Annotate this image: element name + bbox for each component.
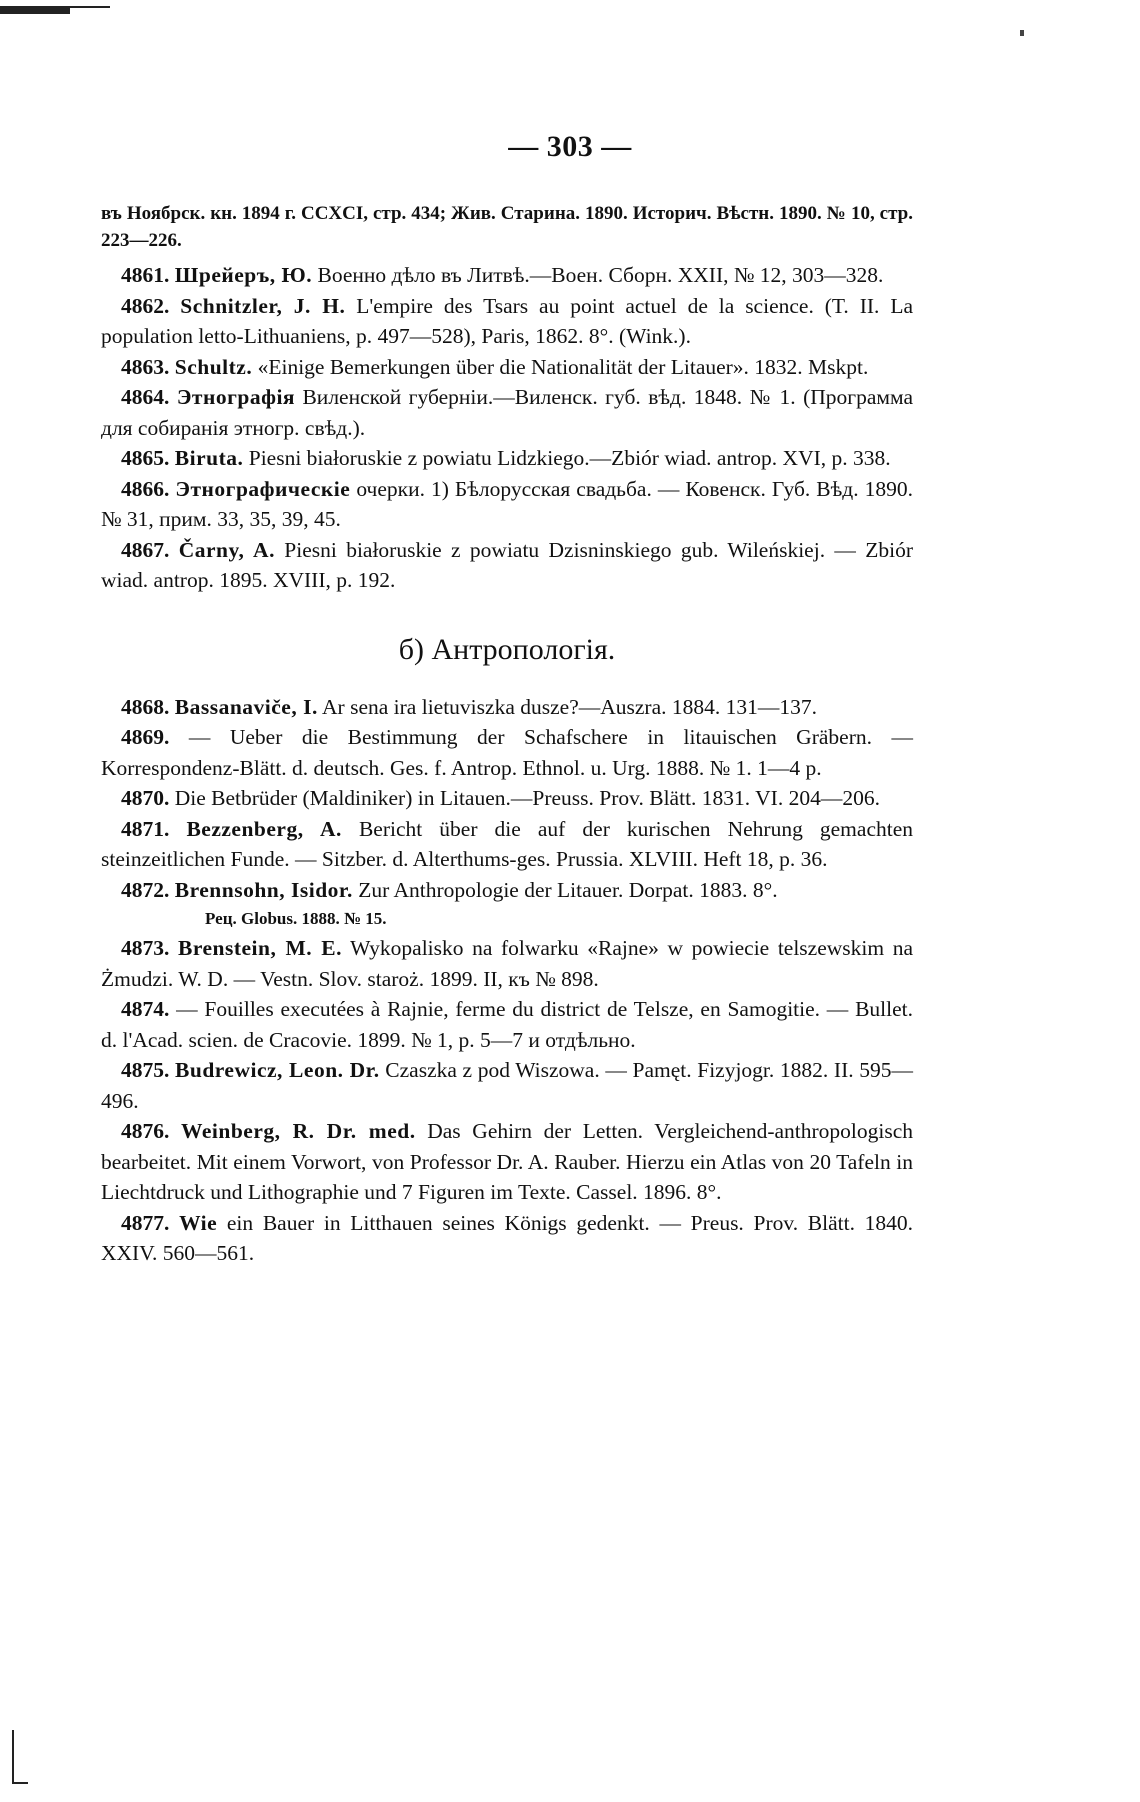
entry-list <box>101 260 913 596</box>
bibliography-entry <box>101 535 913 596</box>
entry-list <box>101 692 913 906</box>
bibliography-entry <box>101 994 913 1055</box>
entry-author: Schultz. <box>174 354 253 379</box>
bibliography-entry <box>101 291 913 352</box>
entry-author: Biruta. <box>174 446 244 470</box>
entry-number: 4873. <box>121 936 170 960</box>
entry-text: Czaszka z pod Wiszowa. — Pamęt. Fizyjogr. 1882. II. 595—496. <box>101 1058 913 1113</box>
bibliography-entry <box>101 783 913 814</box>
entry-author: Brennsohn, Isidor. <box>174 877 353 902</box>
entry-author: Schnitzler, J. H. <box>180 293 346 318</box>
entry-author: Budrewicz, Leon. Dr. <box>175 1058 380 1082</box>
bibliography-entry <box>101 1116 913 1208</box>
entry-text: Piesni białoruskie z powiatu Dzisninskiego gub. Wileńskiej. — Zbiór wiad. antrop. 1895. XVIII, p. 192. <box>101 537 913 592</box>
entry-number: 4861. <box>121 263 170 287</box>
entry-text: Die Betbrüder (Maldiniker) in Litauen.—Preuss. Prov. Blätt. 1831. VI. 204—206. <box>169 786 880 810</box>
entry-list <box>101 933 913 1269</box>
entry-author: Čarny, A. <box>178 537 275 562</box>
bibliography-entry <box>101 692 913 723</box>
entry-text: очерки. 1) Бѣлорусская свадьба. — Ковенск. Губ. Вѣд. 1890. № 31, прим. 33, 35, 39, 45. <box>101 476 914 531</box>
scan-edge-mark <box>0 0 110 8</box>
entry-number: 4870. <box>121 786 170 810</box>
entry-number: 4867. <box>121 537 170 562</box>
entry-number: 4868. <box>121 694 170 719</box>
entry-text: ein Bauer in Litthauen seines Königs gedenkt. — Preus. Prov. Blätt. 1840. XXIV. 560—561. <box>101 1210 914 1265</box>
bibliography-entry <box>101 933 913 994</box>
entry-number: 4876. <box>121 1119 170 1143</box>
bibliography-entry <box>101 474 913 535</box>
entry-text: Zur Anthropologie der Litauer. Dorpat. 1883. 8°. <box>352 877 778 902</box>
entry-number: 4866. <box>121 476 170 501</box>
entry-author: Weinberg, R. Dr. med. <box>181 1119 416 1143</box>
section-title: б) Антропологія. <box>398 632 616 666</box>
page-number: — 303 — <box>508 130 632 163</box>
entry-number: 4875. <box>121 1058 170 1082</box>
bibliography-entry <box>101 1208 913 1269</box>
bibliography-entry <box>101 352 913 383</box>
entry-author: Шрейеръ, Ю. <box>174 263 313 287</box>
continuation-text: въ Ноябрск. кн. 1894 г. CCXCI, стр. 434; Жив. Старина. 1890. Историч. Вѣстн. 1890. № 10, стр. 223—226. <box>101 203 913 251</box>
entry-text: Piesni białoruskie z powiatu Lidzkiego.—Zbiór wiad. antrop. XVI, p. 338. <box>243 446 891 470</box>
entry-number: 4865. <box>121 446 170 470</box>
entry-number: 4869. <box>121 725 170 749</box>
review-note: Рец. Globus. 1888. № 15. <box>205 909 387 928</box>
entry-author: Wie <box>179 1210 218 1235</box>
entry-text: Das Gehirn der Letten. Vergleichend-anthropologisch bearbeitet. Mit einem Vorwort, von Professor Dr. A. Rauber. Hierzu ein Atlas von 20 Tafeln in Liechtdruck und Lithographie und 7 Figuren im Texte. Cassel. 1896. 8°. <box>101 1119 914 1204</box>
entry-text: Wykopalisko na folwarku «Rajne» w powiecie telszewskim na Żmudzi. W. D. — Vestn. Slov. staroż. 1899. II, къ № 898. <box>101 936 913 991</box>
entry-text: Военно дѣло въ Литвѣ.—Воен. Сборн. XXII, № 12, 303—328. <box>312 263 884 287</box>
entry-number: 4862. <box>121 293 170 318</box>
bibliography-entry <box>101 443 913 474</box>
entry-author: Brenstein, M. E. <box>177 936 342 960</box>
bibliography-entry <box>101 382 913 443</box>
entry-number: 4864. <box>121 385 170 409</box>
bibliography-entry <box>101 875 913 906</box>
entry-text: L'empire des Tsars au point actuel de la science. (T. II. La population letto-Lithuaniens, p. 497—528), Paris, 1862. 8°. (Wink.). <box>101 293 913 348</box>
scan-corner-mark <box>12 1730 28 1784</box>
entry-author: Bezzenberg, A. <box>186 816 342 841</box>
entry-number: 4863. <box>121 354 170 379</box>
entry-text: Bericht über die auf der kurischen Nehrung gemachten steinzeitlichen Funde. — Sitzber. d. Alterthums-ges. Prussia. XLVIII. Heft 18, p. 36. <box>101 816 914 871</box>
entry-text: «Einige Bemerkungen über die Nationalität der Litauer». 1832. Mskpt. <box>252 354 869 379</box>
entry-number: 4872. <box>121 877 170 902</box>
entry-author: Этнографія <box>176 385 296 409</box>
entry-number: 4877. <box>121 1210 170 1235</box>
entry-text: Ar sena ira lietuviszka dusze?—Auszra. 1884. 131—137. <box>317 694 817 719</box>
bibliography-entry <box>101 260 913 291</box>
bibliography-entry <box>101 814 913 875</box>
scan-speck <box>1020 30 1024 36</box>
entry-author: Этнографическіе <box>175 476 351 501</box>
entry-text: — Ueber die Bestimmung der Schafschere in litauischen Gräbern. — Korrespondenz-Blätt. d. deutsch. Ges. f. Antrop. Ethnol. u. Urg. 1888. № 1. 1—4 p. <box>101 725 913 780</box>
entry-number: 4874. <box>121 997 170 1021</box>
entry-text: — Fouilles executées à Rajnie, ferme du district de Telsze, en Samogitie. — Bullet. d. l'Acad. scien. de Cracovie. 1899. № 1, p. 5—7 и отдѣльно. <box>101 997 913 1052</box>
entry-author: Bassanavičе, I. <box>174 694 318 719</box>
entry-number: 4871. <box>121 816 170 841</box>
bibliography-entry <box>101 722 913 783</box>
bibliography-column <box>101 200 913 1269</box>
entry-text: Виленской губерніи.—Виленск. губ. вѣд. 1848. № 1. (Программа для собиранія этногр. свѣд.). <box>101 385 914 440</box>
bibliography-entry <box>101 1055 913 1116</box>
